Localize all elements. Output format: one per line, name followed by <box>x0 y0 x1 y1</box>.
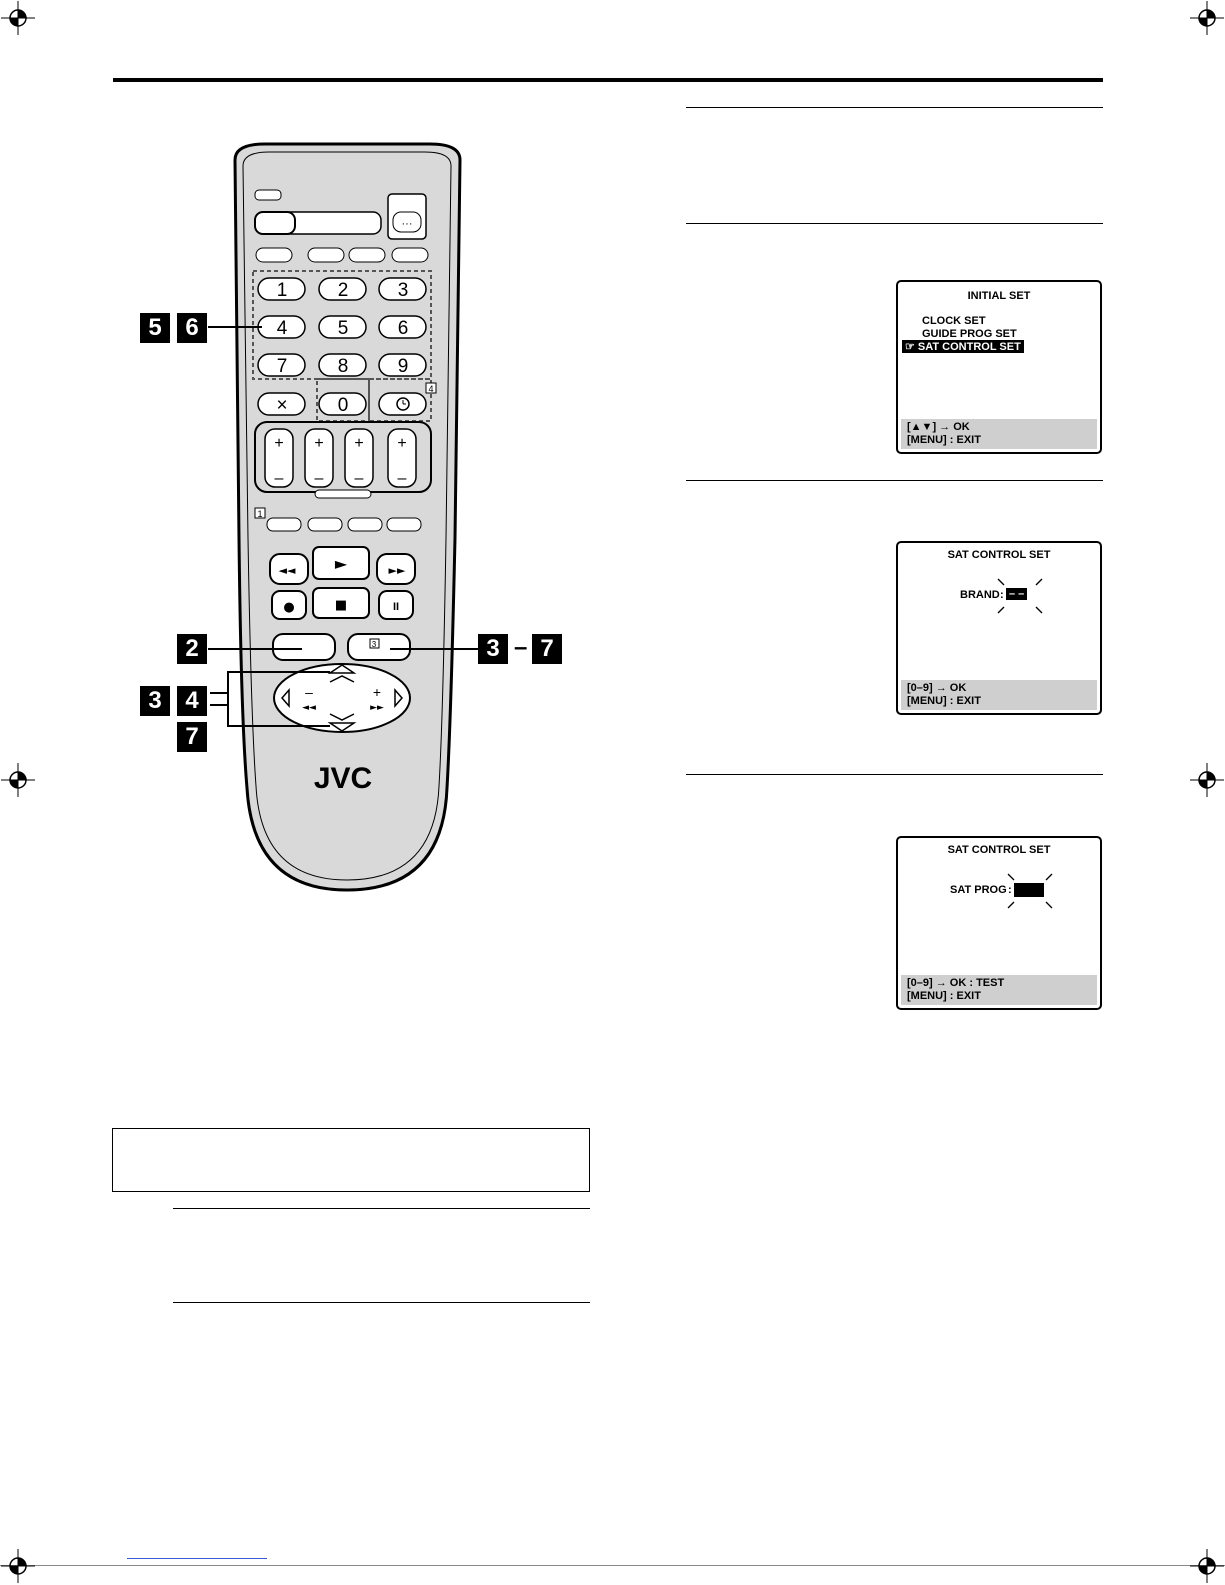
svg-text:►: ► <box>334 554 348 573</box>
svg-text:■: ■ <box>334 598 348 613</box>
osd-sat-prog: SAT CONTROL SET SAT PROG : [0–9] → OK : TEST [MENU] : EXIT <box>896 836 1102 1010</box>
registration-mark-icon <box>1 1 35 35</box>
osd-footer: [0–9] → OK [MENU] : EXIT <box>901 680 1097 710</box>
step-range-dash: – <box>514 634 528 661</box>
digit-2: 2 <box>337 280 349 301</box>
pointing-hand-icon: ☞ <box>905 341 918 353</box>
osd-menu-item: GUIDE PROG SET <box>922 328 1017 340</box>
step-tag-2: 2 <box>177 634 207 664</box>
registration-mark-icon <box>1190 763 1224 797</box>
osd-footer: [0–9] → OK : TEST [MENU] : EXIT <box>901 975 1097 1005</box>
svg-text:···: ··· <box>401 218 413 230</box>
osd-title: SAT CONTROL SET <box>947 549 1051 561</box>
step-tag-7: 7 <box>177 722 207 752</box>
svg-text:1: 1 <box>257 509 263 519</box>
digit-7: 7 <box>276 356 288 377</box>
svg-text:–: – <box>305 684 313 700</box>
section-rule-2 <box>686 223 1103 224</box>
registration-mark-icon <box>1190 1549 1224 1583</box>
svg-text:+: + <box>354 435 364 452</box>
svg-text:+: + <box>372 684 382 700</box>
digit-8: 8 <box>337 356 349 377</box>
osd-menu-item: CLOCK SET <box>922 315 986 327</box>
header-rule <box>113 78 1103 82</box>
left-rule-2 <box>173 1302 590 1303</box>
step-tag-3: 3 <box>478 634 508 664</box>
jvc-logo: JVC <box>313 762 373 795</box>
osd-menu-item-selected: ☞ SAT CONTROL SET <box>902 340 1024 353</box>
osd-initial-set <box>896 280 1102 454</box>
svg-text:●: ● <box>283 600 295 615</box>
bottom-rule <box>0 1565 1225 1566</box>
blink-indicator-icon <box>1006 872 1054 910</box>
svg-text:+: + <box>274 435 284 452</box>
svg-text:+: + <box>397 435 407 452</box>
digit-6: 6 <box>397 318 409 339</box>
digit-9: 9 <box>397 356 409 377</box>
svg-text:►►: ►► <box>388 564 406 577</box>
svg-text:◄◄: ◄◄ <box>302 703 316 713</box>
left-rule-1 <box>173 1208 590 1209</box>
note-box <box>112 1128 590 1192</box>
step-tag-4: 4 <box>177 686 207 716</box>
osd-sat-brand: SAT CONTROL SET BRAND : – – [0–9] → OK [MENU] : EXIT <box>896 541 1102 715</box>
registration-mark-icon <box>1 1549 35 1583</box>
step-tag-5: 5 <box>140 313 170 343</box>
digit-1: 1 <box>276 280 288 301</box>
osd-brand-value: – – <box>1006 588 1027 600</box>
osd-title: SAT CONTROL SET <box>947 844 1051 856</box>
osd-footer: [▲▼] → OK [MENU] : EXIT <box>901 419 1097 449</box>
cancel-symbol: × <box>276 395 288 416</box>
svg-text:+: + <box>314 435 324 452</box>
osd-title: INITIAL SET <box>967 290 1031 302</box>
svg-text:II: II <box>392 601 400 613</box>
osd-brand-label: BRAND <box>960 589 1000 601</box>
osd-sat-prog-label: SAT PROG <box>950 884 1007 896</box>
digit-4: 4 <box>276 318 288 339</box>
registration-mark-icon <box>1 763 35 797</box>
svg-text:4: 4 <box>428 384 434 394</box>
svg-text:–: – <box>397 470 407 487</box>
section-rule-4 <box>686 774 1103 775</box>
svg-text:–: – <box>314 470 324 487</box>
digit-0: 0 <box>337 395 349 416</box>
digit-5: 5 <box>337 318 349 339</box>
section-rule-3 <box>686 480 1103 481</box>
svg-text:◄◄: ◄◄ <box>278 564 296 577</box>
svg-text:►►: ►► <box>370 703 384 713</box>
svg-text:–: – <box>354 470 364 487</box>
svg-text:3: 3 <box>371 640 377 649</box>
section-rule-1 <box>686 107 1103 108</box>
registration-mark-icon <box>1190 1 1224 35</box>
callout-lines <box>200 315 580 735</box>
bottom-link-underline <box>127 1558 267 1559</box>
step-tag-7: 7 <box>532 634 562 664</box>
digit-3: 3 <box>397 280 409 301</box>
step-tag-6: 6 <box>177 313 207 343</box>
blink-indicator-icon <box>996 577 1044 615</box>
svg-text:–: – <box>274 470 284 487</box>
step-tag-3: 3 <box>140 686 170 716</box>
